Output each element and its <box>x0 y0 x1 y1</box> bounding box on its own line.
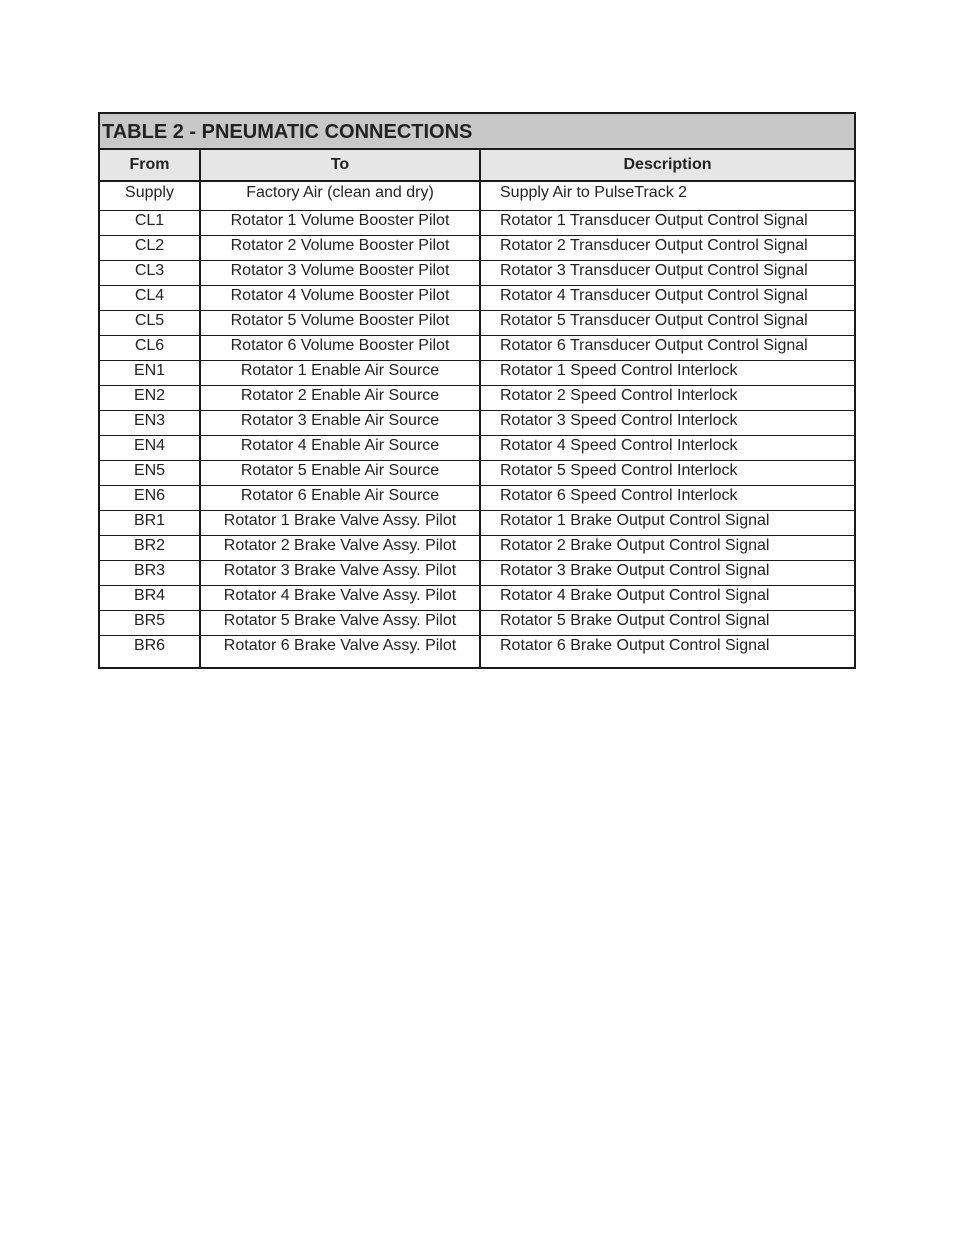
table-row <box>100 636 854 668</box>
table-row <box>100 511 854 536</box>
cell-to: Rotator 6 Brake Valve Assy. Pilot <box>200 636 480 668</box>
table-row <box>100 211 854 236</box>
cell-description: Rotator 6 Speed Control Interlock <box>480 486 854 511</box>
cell-description: Rotator 4 Speed Control Interlock <box>480 436 854 461</box>
cell-to: Rotator 4 Brake Valve Assy. Pilot <box>200 586 480 611</box>
cell-to: Rotator 2 Enable Air Source <box>200 386 480 411</box>
cell-from: CL3 <box>100 261 200 286</box>
table-row <box>100 386 854 411</box>
table-row <box>100 486 854 511</box>
cell-to: Rotator 4 Volume Booster Pilot <box>200 286 480 311</box>
table-row <box>100 336 854 361</box>
cell-description: Rotator 1 Speed Control Interlock <box>480 361 854 386</box>
cell-description: Rotator 2 Speed Control Interlock <box>480 386 854 411</box>
table-row <box>100 181 854 211</box>
cell-from: BR2 <box>100 536 200 561</box>
cell-from: BR6 <box>100 636 200 668</box>
cell-description: Rotator 3 Transducer Output Control Signal <box>480 261 854 286</box>
cell-from: BR5 <box>100 611 200 636</box>
cell-description: Rotator 2 Brake Output Control Signal <box>480 536 854 561</box>
cell-from: EN3 <box>100 411 200 436</box>
header-row <box>100 150 854 181</box>
cell-to: Rotator 3 Volume Booster Pilot <box>200 261 480 286</box>
header-from: From <box>100 150 200 181</box>
cell-from: CL2 <box>100 236 200 261</box>
table-row <box>100 611 854 636</box>
cell-description: Rotator 4 Transducer Output Control Signal <box>480 286 854 311</box>
cell-description: Rotator 2 Transducer Output Control Signal <box>480 236 854 261</box>
cell-from: CL1 <box>100 211 200 236</box>
connections-grid <box>100 150 854 667</box>
table-row <box>100 261 854 286</box>
table-row <box>100 411 854 436</box>
table-row <box>100 461 854 486</box>
cell-description: Supply Air to PulseTrack 2 <box>480 181 854 211</box>
cell-to: Rotator 1 Enable Air Source <box>200 361 480 386</box>
cell-from: EN6 <box>100 486 200 511</box>
cell-to: Rotator 5 Enable Air Source <box>200 461 480 486</box>
cell-description: Rotator 3 Speed Control Interlock <box>480 411 854 436</box>
cell-from: CL4 <box>100 286 200 311</box>
cell-to: Rotator 6 Volume Booster Pilot <box>200 336 480 361</box>
cell-description: Rotator 1 Transducer Output Control Signal <box>480 211 854 236</box>
table-row <box>100 436 854 461</box>
cell-to: Rotator 1 Brake Valve Assy. Pilot <box>200 511 480 536</box>
cell-description: Rotator 1 Brake Output Control Signal <box>480 511 854 536</box>
cell-to: Rotator 3 Enable Air Source <box>200 411 480 436</box>
table-row <box>100 586 854 611</box>
table-row <box>100 536 854 561</box>
cell-from: EN4 <box>100 436 200 461</box>
pneumatic-connections-table <box>98 112 856 669</box>
table-row <box>100 561 854 586</box>
table-body <box>100 181 854 667</box>
cell-description: Rotator 6 Transducer Output Control Signal <box>480 336 854 361</box>
cell-from: BR4 <box>100 586 200 611</box>
cell-from: EN5 <box>100 461 200 486</box>
cell-description: Rotator 3 Brake Output Control Signal <box>480 561 854 586</box>
cell-to: Rotator 3 Brake Valve Assy. Pilot <box>200 561 480 586</box>
table-row <box>100 361 854 386</box>
cell-description: Rotator 5 Speed Control Interlock <box>480 461 854 486</box>
cell-from: BR1 <box>100 511 200 536</box>
cell-to: Rotator 4 Enable Air Source <box>200 436 480 461</box>
cell-description: Rotator 5 Brake Output Control Signal <box>480 611 854 636</box>
cell-to: Rotator 1 Volume Booster Pilot <box>200 211 480 236</box>
cell-to: Rotator 5 Volume Booster Pilot <box>200 311 480 336</box>
cell-from: CL6 <box>100 336 200 361</box>
cell-from: EN2 <box>100 386 200 411</box>
cell-to: Rotator 2 Volume Booster Pilot <box>200 236 480 261</box>
header-to: To <box>200 150 480 181</box>
cell-from: Supply <box>100 181 200 211</box>
table-row <box>100 236 854 261</box>
cell-from: CL5 <box>100 311 200 336</box>
cell-to: Rotator 2 Brake Valve Assy. Pilot <box>200 536 480 561</box>
table-title: TABLE 2 - PNEUMATIC CONNECTIONS <box>100 114 854 150</box>
table-row <box>100 286 854 311</box>
table-row <box>100 311 854 336</box>
cell-description: Rotator 6 Brake Output Control Signal <box>500 637 770 654</box>
cell-to: Rotator 5 Brake Valve Assy. Pilot <box>200 611 480 636</box>
header-description: Description <box>480 150 854 181</box>
cell-from: EN1 <box>100 361 200 386</box>
cell-description: Rotator 5 Transducer Output Control Signal <box>480 311 854 336</box>
cell-from: BR3 <box>100 561 200 586</box>
cell-description: Rotator 4 Brake Output Control Signal <box>480 586 854 611</box>
cell-to: Factory Air (clean and dry) <box>200 181 480 211</box>
cell-to: Rotator 6 Enable Air Source <box>200 486 480 511</box>
